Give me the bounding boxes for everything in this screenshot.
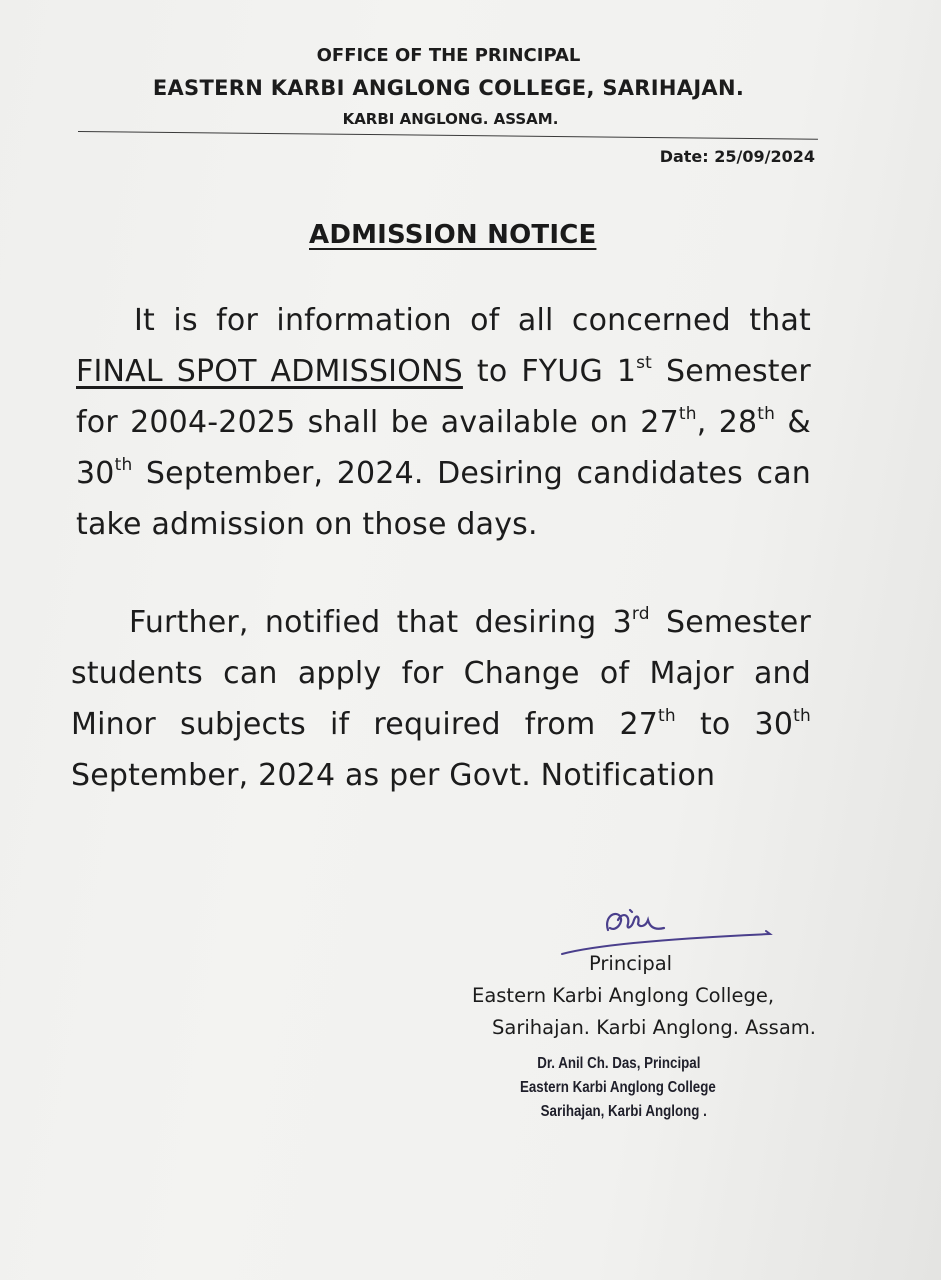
header-divider xyxy=(78,131,818,140)
para2-mid2: to 30 xyxy=(699,707,794,742)
para1-mid1: , 28 xyxy=(696,405,758,440)
college-location: KARBI ANGLONG. ASSAM. xyxy=(342,110,559,128)
para1-sup1: st xyxy=(636,353,653,373)
principal-signature xyxy=(560,898,780,958)
stamp-line-2: Eastern Karbi Anglong College xyxy=(520,1079,716,1096)
para1-to: to FYUG 1 xyxy=(476,354,637,389)
para1-mid2: & 30 xyxy=(76,405,811,491)
signatory-college: Eastern Karbi Anglong College, xyxy=(472,984,775,1007)
para1-sup4: th xyxy=(114,455,133,475)
signatory-designation: Principal xyxy=(589,952,673,975)
para1-end: September, 2024. Desiring candidates can take admission on those days. xyxy=(76,456,811,542)
para1-highlight: FINAL SPOT ADMISSIONS xyxy=(76,354,463,389)
para1-intro: It is for information of all concerned that xyxy=(134,303,811,338)
para1-sup3: th xyxy=(757,404,776,424)
notice-title: ADMISSION NOTICE xyxy=(309,220,597,250)
para2-end: September, 2024 as per Govt. Notification xyxy=(71,758,716,793)
para2-sup3: th xyxy=(793,706,811,726)
stamp-line-1: Dr. Anil Ch. Das, Principal xyxy=(537,1055,701,1072)
college-name: EASTERN KARBI ANGLONG COLLEGE, SARIHAJAN. xyxy=(152,76,745,100)
para2-start: Further, notified that desiring 3 xyxy=(129,605,632,640)
notice-paragraph-2 xyxy=(71,597,811,801)
principal-stamp xyxy=(520,1052,716,1124)
para1-sup2: th xyxy=(678,404,697,424)
para2-sup2: th xyxy=(658,706,676,726)
para1-after1: Semester for 2004-2025 shall be available on 27 xyxy=(76,354,811,440)
stamp-line-3: Sarihajan, Karbi Anglong . xyxy=(540,1103,707,1120)
office-heading: OFFICE OF THE PRINCIPAL xyxy=(316,45,581,66)
para2-mid: Semester students can apply for Change of Major and Minor subjects if required from 27 xyxy=(71,605,811,742)
notice-paragraph-1 xyxy=(76,295,811,550)
signatory-location: Sarihajan. Karbi Anglong. Assam. xyxy=(492,1016,816,1039)
para2-sup1: rd xyxy=(631,604,650,624)
notice-date: Date: 25/09/2024 xyxy=(659,147,815,166)
